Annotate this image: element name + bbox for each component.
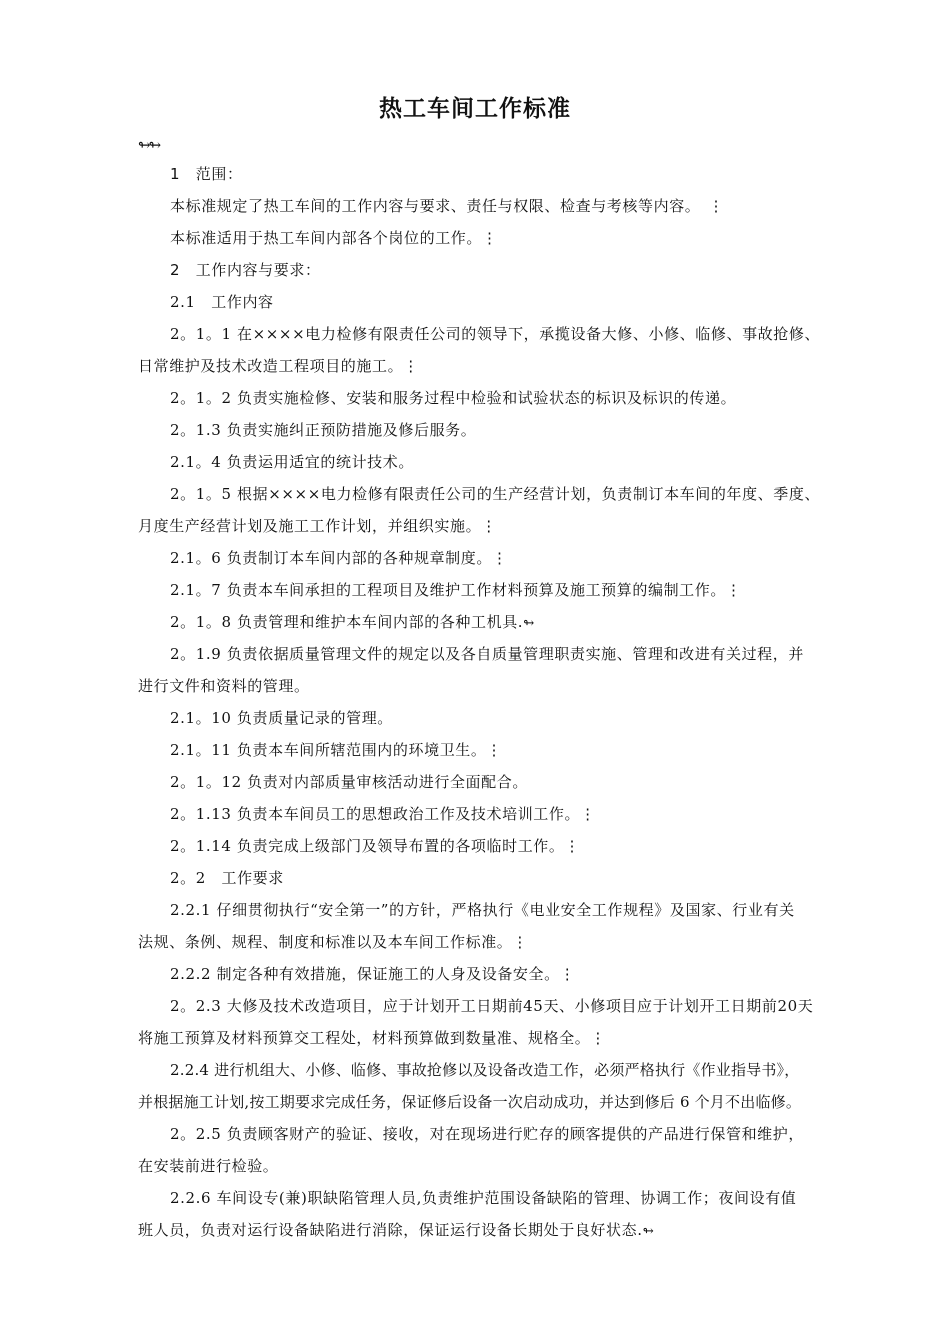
paragraph-continuation: 月度生产经营计划及施工工作计划，并组织实施。⋮ — [138, 517, 497, 535]
paragraph-mark-icon: ↬↬ — [138, 136, 160, 154]
paragraph-text: 2。1。8 负责管理和维护本车间内部的各种工机具. — [170, 613, 524, 631]
paragraph-continuation — [138, 1214, 874, 1248]
paragraph-text: 班人员，负责对运行设备缺陷进行消除，保证运行设备长期处于良好状态. — [138, 1221, 643, 1239]
paragraph: 本标准规定了热工车间的工作内容与要求、责任与权限、检查与考核等内容。 ⋮ — [170, 197, 725, 215]
paragraph — [170, 606, 874, 640]
paragraph-continuation: 并根据施工计划,按工期要求完成任务，保证修后设备一次启动成功，并达到修后 6 个月不出临修。 — [138, 1093, 802, 1111]
paragraph-continuation: 进行文件和资料的管理。 — [138, 677, 310, 695]
paragraph: 2.1。11 负责本车间所辖范围内的环境卫生。⋮ — [170, 741, 503, 759]
paragraph: 2.2.2 制定各种有效措施，保证施工的人身及设备安全。⋮ — [170, 965, 576, 983]
paragraph: 2.1。4 负责运用适宜的统计技术。 — [170, 453, 414, 471]
paragraph: 2。1。1 在××××电力检修有限责任公司的领导下，承揽设备大修、小修、临修、事故抢修、 — [170, 325, 821, 343]
paragraph-continuation: 日常维护及技术改造工程项目的施工。⋮ — [138, 357, 419, 375]
paragraph-continuation: 法规、条例、规程、制度和标准以及本车间工作标准。⋮ — [138, 933, 529, 951]
paragraph: 2.2.6 车间设专(兼)职缺陷管理人员,负责维护范围设备缺陷的管理、协调工作；夜间设有值 — [170, 1189, 797, 1207]
paragraph: 2。2.5 负责顾客财产的验证、接收，对在现场进行贮存的顾客提供的产品进行保管和维护， — [170, 1125, 804, 1143]
paragraph: 2。1.9 负责依据质量管理文件的规定以及各自质量管理职责实施、管理和改进有关过程，并 — [170, 645, 804, 663]
paragraph: 2.2.1 仔细贯彻执行“安全第一”的方针，严格执行《电业安全工作规程》及国家、行业有关 — [170, 901, 795, 919]
section-heading: 1 范围： — [170, 165, 243, 183]
paragraph: 2。1。5 根据××××电力检修有限责任公司的生产经营计划，负责制订本车间的年度、季度、 — [170, 485, 821, 503]
paragraph: 2.2.4 进行机组大、小修、临修、事故抢修以及设备改造工作，必须严格执行《作业指导书》， — [170, 1061, 800, 1079]
paragraph-continuation: 在安装前进行检验。 — [138, 1157, 279, 1175]
paragraph: 2。1.14 负责完成上级部门及领导布置的各项临时工作。⋮ — [170, 837, 581, 855]
paragraph: 2。1.13 负责本车间员工的思想政治工作及技术培训工作。⋮ — [170, 805, 596, 823]
paragraph-mark-icon: ↬ — [642, 1224, 653, 1239]
paragraph: 2。1。12 负责对内部质量审核活动进行全面配合。 — [170, 773, 528, 791]
paragraph: 2.1。10 负责质量记录的管理。 — [170, 709, 393, 727]
paragraph: 2。1。2 负责实施检修、安装和服务过程中检验和试验状态的标识及标识的传递。 — [170, 389, 737, 407]
section-heading: 2 工作内容与要求： — [170, 261, 321, 279]
paragraph: 2.1。7 负责本车间承担的工程项目及维护工作材料预算及施工预算的编制工作。⋮ — [170, 581, 742, 599]
paragraph: 2。2.3 大修及技术改造项目，应于计划开工日期前45天、小修项目应于计划开工日期前20天 — [170, 997, 814, 1015]
subsection-heading: 2。2 工作要求 — [170, 869, 284, 887]
paragraph: 2。1.3 负责实施纠正预防措施及修后服务。 — [170, 421, 477, 439]
paragraph-mark-icon: ↬ — [523, 616, 534, 631]
document-title: 热工车间工作标准 — [379, 96, 571, 122]
paragraph: 本标准适用于热工车间内部各个岗位的工作。⋮ — [170, 229, 498, 247]
paragraph-continuation: 将施工预算及材料预算交工程处，材料预算做到数量准、规格全。⋮ — [138, 1029, 607, 1047]
paragraph: 2.1。6 负责制订本车间内部的各种规章制度。⋮ — [170, 549, 508, 567]
subsection-heading: 2.1 工作内容 — [170, 293, 274, 311]
